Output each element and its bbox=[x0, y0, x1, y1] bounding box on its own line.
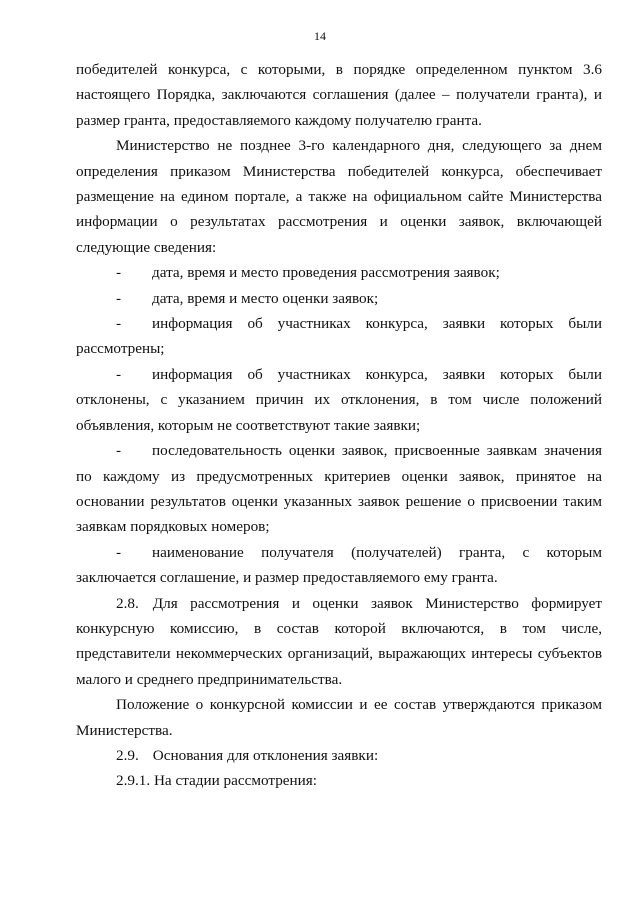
list-item bbox=[76, 438, 602, 540]
list-item-text: дата, время и место оценки заявок; bbox=[152, 289, 379, 307]
list-dash: - bbox=[116, 289, 122, 307]
section-2-9-1: 2.9.1. На стадии рассмотрения: bbox=[116, 772, 317, 790]
list-item-text: последовательность оценки заявок, присвоенные заявкам значения по каждому из предусмотренных критериев оценки заявок, принятое на основании результатов оценки указанных заявок решение о присвоении таким заявкам порядковых номеров; bbox=[76, 442, 602, 536]
document-body bbox=[76, 57, 602, 794]
section-text: Для рассмотрения и оценки заявок Министерство формирует конкурсную комиссию, в состав которой включаются, в том числе, представители некоммерческих организаций, выражающих интересы субъектов малого и среднего предпринимательства. bbox=[76, 594, 602, 688]
section-2-9 bbox=[76, 743, 602, 768]
paragraph-commission: Положение о конкурсной комиссии и ее состав утверждаются приказом Министерства. bbox=[76, 696, 602, 739]
section-2-8 bbox=[76, 591, 602, 693]
list-item bbox=[76, 540, 602, 591]
page-number: 14 bbox=[314, 29, 326, 43]
section-text: Основания для отклонения заявки: bbox=[152, 746, 379, 764]
section-number: 2.9. bbox=[116, 746, 139, 764]
list-item bbox=[76, 362, 602, 438]
list-item-text: дата, время и место проведения рассмотрения заявок; bbox=[152, 264, 500, 282]
list-dash: - bbox=[116, 365, 122, 383]
list-item bbox=[76, 286, 602, 311]
list-dash: - bbox=[116, 442, 122, 460]
list-item-text: информация об участниках конкурса, заявки которых были рассмотрены; bbox=[76, 315, 602, 358]
list-item-text: информация об участниках конкурса, заявки которых были отклонены, с указанием причин их отклонения, в том числе положений объявления, которым не соответствуют такие заявки; bbox=[76, 365, 602, 434]
paragraph-ministry-publication: Министерство не позднее 3-го календарного дня, следующего за днем определения приказом Министерства победителей конкурса, обеспечивает размещение на едином портале, а также на официальном сайте Министерства информации о результатах рассмотрения и оценки заявок, включающей следующие сведения: bbox=[76, 137, 602, 256]
list-dash: - bbox=[116, 264, 122, 282]
list-item-text: наименование получателя (получателей) гранта, с которым заключается соглашение, и размер предоставляемого ему гранта. bbox=[76, 543, 602, 587]
section-number: 2.8. bbox=[116, 594, 139, 612]
list-item bbox=[76, 311, 602, 362]
list-item bbox=[76, 260, 602, 285]
paragraph-winners: победителей конкурса, с которыми, в порядке определенном пунктом 3.6 настоящего Порядка, заключаются соглашения (далее – получатели гранта), и размер гранта, предоставляемого каждому получателю гранта. bbox=[76, 61, 602, 129]
list-dash: - bbox=[116, 315, 122, 333]
list-dash: - bbox=[116, 543, 122, 561]
